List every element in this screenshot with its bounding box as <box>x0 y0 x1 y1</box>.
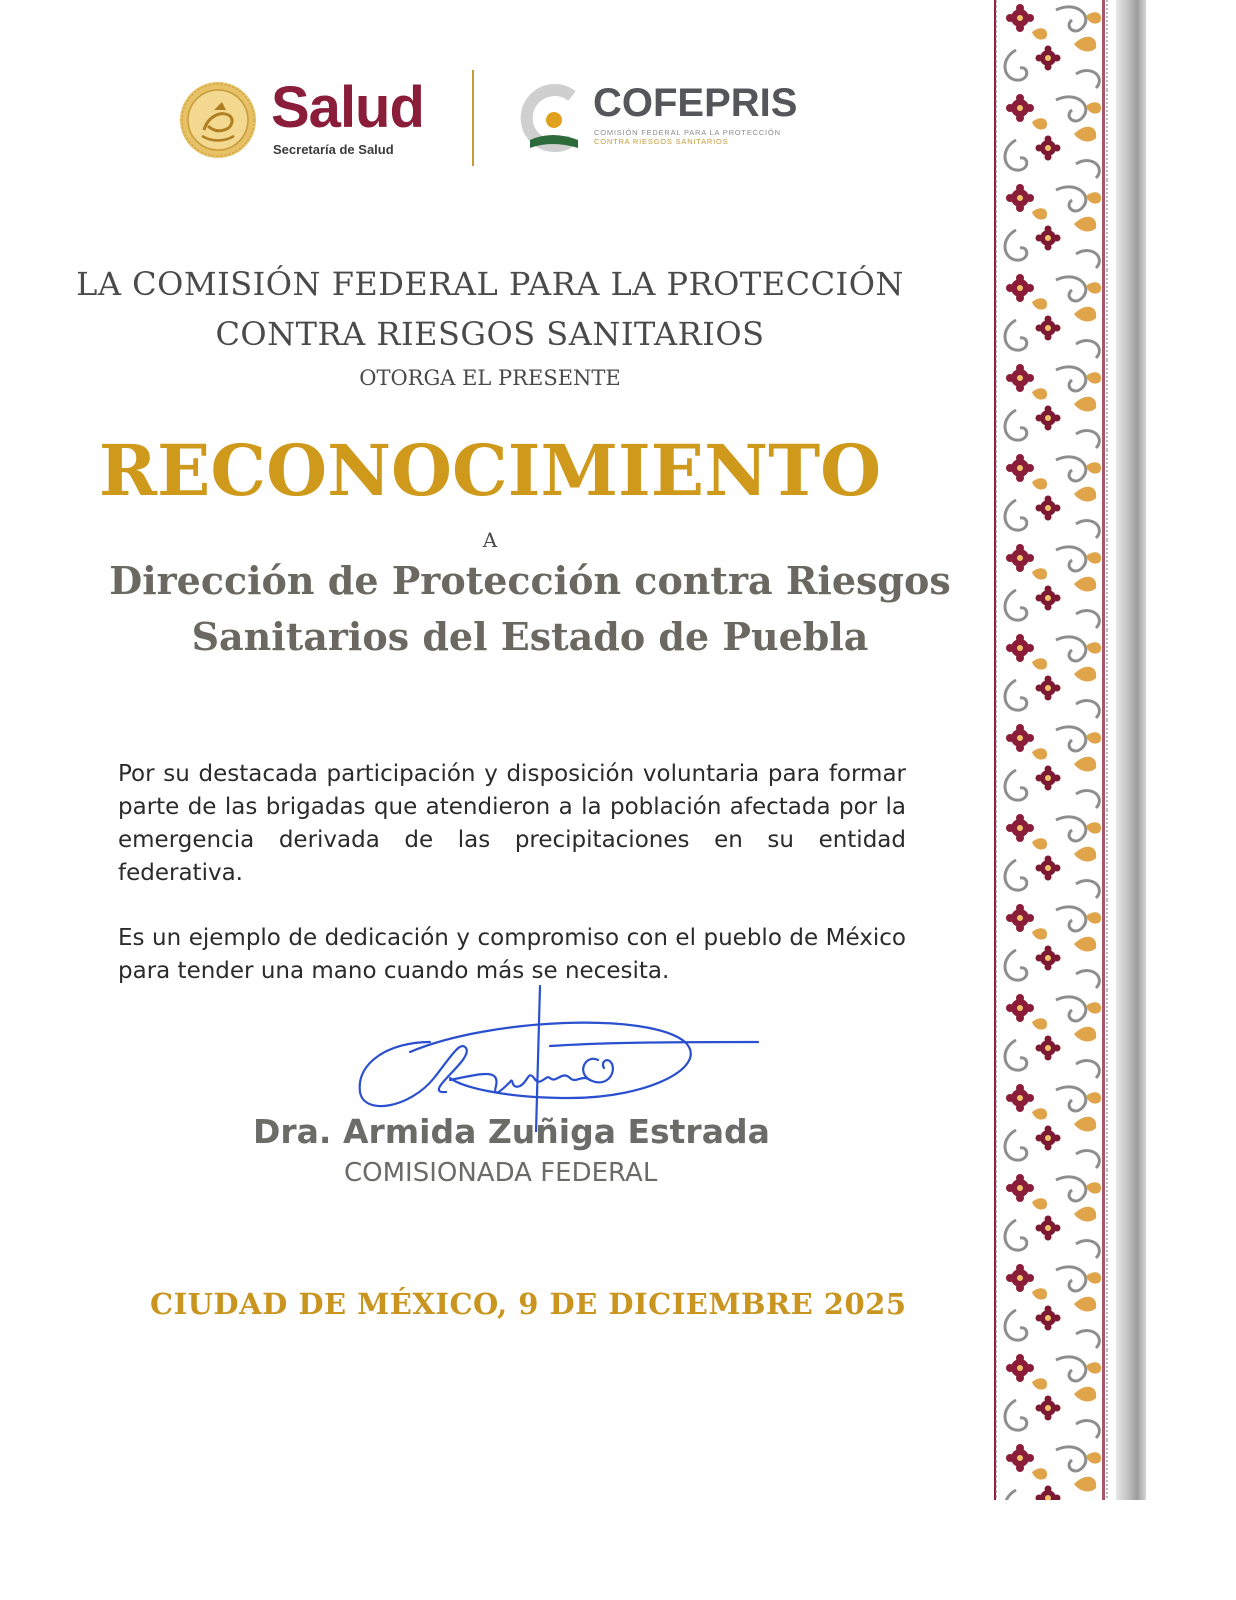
salud-logo <box>178 74 448 166</box>
paper-edge-shadow <box>1116 0 1146 1500</box>
mexican-seal-icon <box>178 80 258 160</box>
to-word: A <box>482 528 498 552</box>
issuer-line-2: CONTRA RIESGOS SANITARIOS <box>215 315 765 353</box>
cofepris-subtitle-line2: CONTRA RIESGOS SANITARIOS <box>594 137 729 146</box>
award-title: RECONOCIMIENTO <box>98 429 882 512</box>
dedication-paragraph: Es un ejemplo de dedicación y compromiso con el pueblo de México para tender una mano cuando más se necesita. <box>118 925 906 984</box>
cofepris-subtitle <box>594 128 824 146</box>
salud-subtitle: Secretaría de Salud <box>273 142 394 157</box>
recipient-name: Dirección de Protección contra Riesgos Sanitarios del Estado de Puebla <box>109 558 951 659</box>
signer-name: Dra. Armida Zuñiga Estrada <box>253 1112 770 1151</box>
recognition-paragraph: Por su destacada participación y disposición voluntaria para formar parte de las brigadas que atendieron a la población afectada por la emergencia derivada de las precipitaciones en su entidad federativa. <box>118 761 906 886</box>
signer-role: COMISIONADA FEDERAL <box>344 1158 658 1188</box>
cofepris-logo <box>518 78 818 158</box>
logo-divider <box>472 70 474 166</box>
place-and-date: CIUDAD DE MÉXICO, 9 DE DICIEMBRE 2025 <box>150 1287 907 1321</box>
cofepris-subtitle-line1: COMISIÓN FEDERAL PARA LA PROTECCIÓN <box>594 128 781 137</box>
issuer-line-1: LA COMISIÓN FEDERAL PARA LA PROTECCIÓN <box>76 265 904 303</box>
cofepris-mark-icon <box>518 82 584 154</box>
grant-text: OTORGA EL PRESENTE <box>359 366 621 390</box>
cofepris-brand: COFEPRIS <box>593 81 798 125</box>
salud-brand: Salud <box>271 75 424 140</box>
